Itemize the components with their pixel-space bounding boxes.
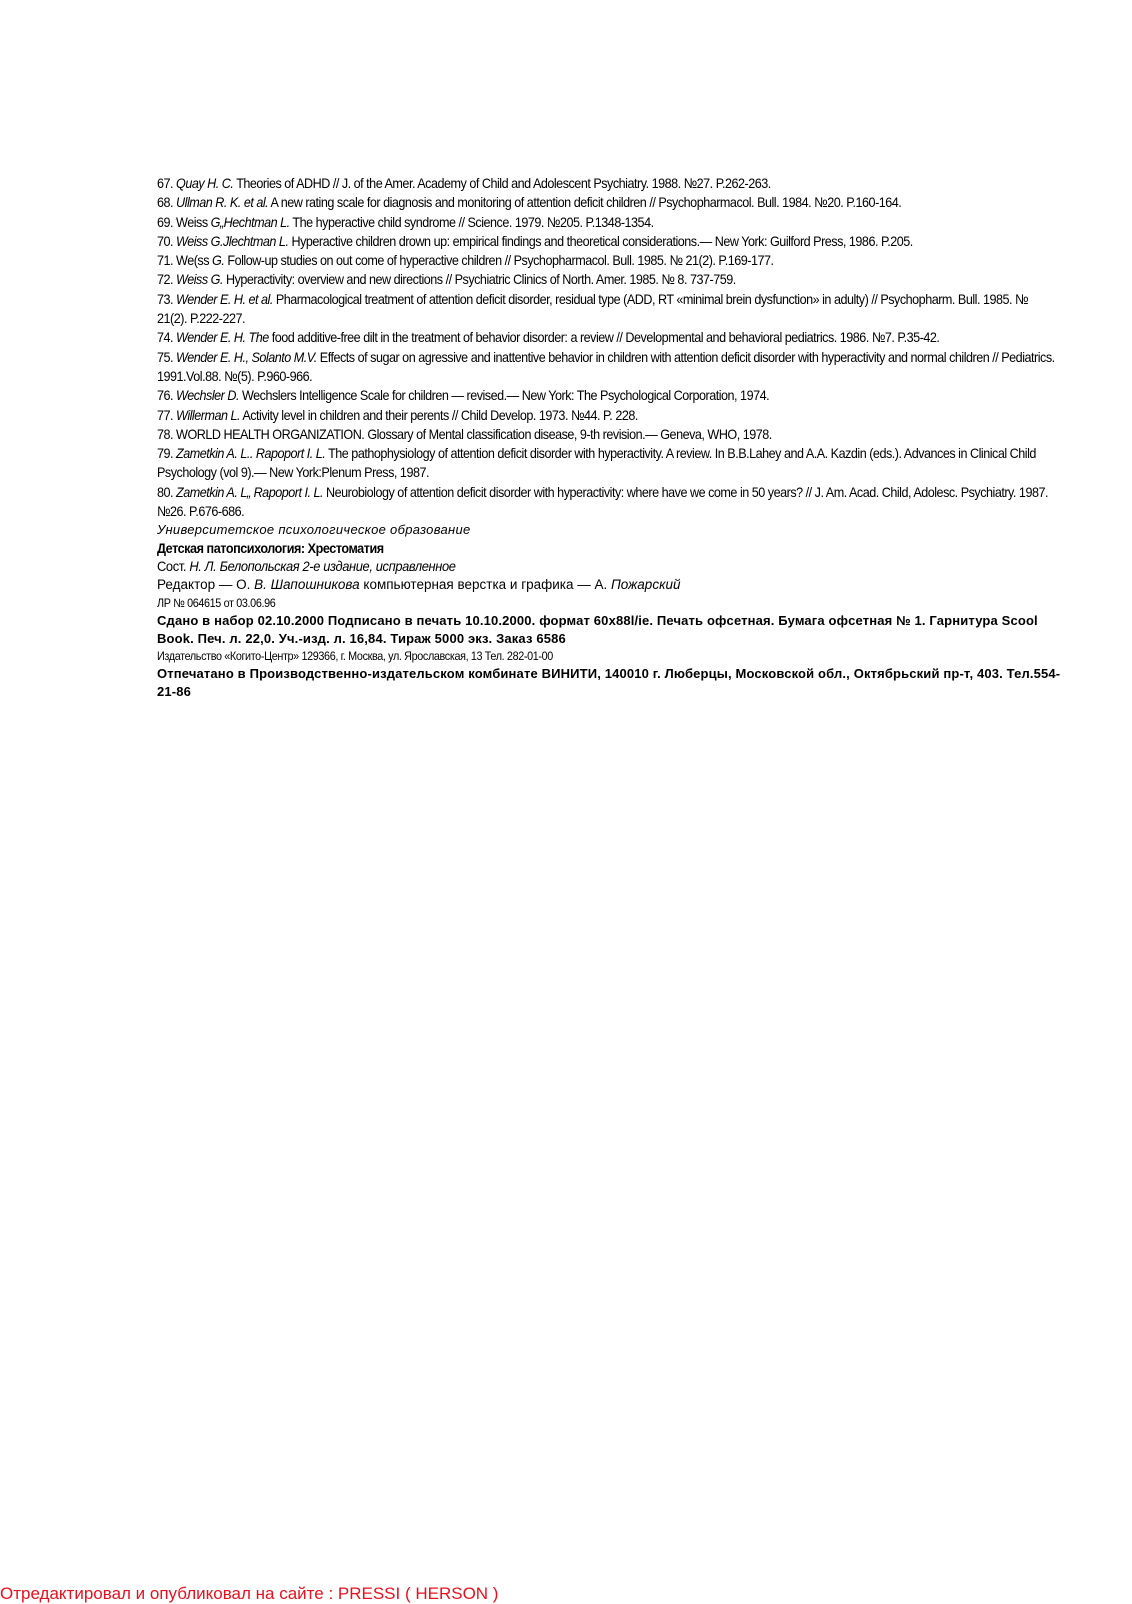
document-page [157,174,1062,700]
reference-list [157,174,1062,521]
reference-74: 74. Wender E. H. The food additive-free dilt in the treatment of behavior disorder: a review // Developmental and behavioral pediatrics. 1986. №7. P.35-42. [157,329,940,346]
publisher-line: Издательство «Когито-Центр» 129366, г. Москва, ул. Ярославская, 13 Тел. 282-01-00 [157,649,553,664]
reference-73: 73. Wender E. H. et al. Pharmacological treatment of attention deficit disorder, residual type (ADD, RT «minimal brein dysfunction» in adulty) // Psychopharm. Bull. 1985. № 21(2). P.222-227. [157,290,1029,327]
reference-70: 70. Weiss G.Jlechtman L. Hyperactive children drown up: empirical findings and theoretical considerations.— New York: Guilford Press, 1986. P.205. [157,232,913,249]
printer-line: Отпечатано в Производственно-издательском комбинате ВИНИТИ, 140010 г. Люберцы, Московской обл., Октябрьский пр-т, 403. Тел.554-21-86 [157,666,1061,699]
print-info: Сдано в набор 02.10.2000 Подписано в печать 10.10.2000. формат 60x88l/ie. Печать офсетная. Бумага офсетная № 1. Гарнитура Scool Book. Печ. л. 22,0. Уч.-изд. л. 16,84. Тираж 5000 экз. Заказ 6586 [157,613,1038,646]
reference-69: 69. Weiss G„Hechtman L. The hyperactive child syndrome // Science. 1979. №205. P.1348-1354. [157,213,654,230]
reference-71: 71. We(ss G. Follow-up studies on out come of hyperactive children // Psychopharmacol. Bull. 1985. № 21(2). P.169-177. [157,252,774,269]
reference-68: 68. Ullman R. K. et al. A new rating scale for diagnosis and monitoring of attention deficit children // Psychopharmacol. Bull. 1984. №20. P.160-164. [157,194,902,211]
reference-77: 77. Willerman L. Activity level in children and their perents // Child Develop. 1973. №44. P. 228. [157,406,638,423]
compiler-line: Сост. Н. Л. Белопольская 2-е издание, исправленное [157,558,456,575]
reference-72: 72. Weiss G. Hyperactivity: overview and new directions // Psychiatric Clinics of North. Amer. 1985. № 8. 737-759. [157,271,736,288]
reference-76: 76. Wechsler D. Wechslers Intelligence Scale for children — revised.— New York: The Psychological Corporation, 1974. [157,387,770,404]
footer-credit: Отредактировал и опубликовал на сайте : PRESSI ( HERSON ) [0,1584,499,1603]
reference-78: 78. WORLD HEALTH ORGANIZATION. Glossary of Mental classification disease, 9-th revision.— Geneva, WHO, 1978. [157,425,772,442]
imprint-block [157,521,1062,700]
book-title: Детская патопсихология: Хрестоматия [157,540,384,557]
reference-79: 79. Zametkin A. L.. Rapoport I. L. The pathophysiology of attention deficit disorder with hyperactivity. A review. In B.B.Lahey and A.A. Kazdin (eds.). Advances in Clinical Child Psychology (vol 9).— New York:Plenum Press, 1987. [157,445,1036,481]
license-number: ЛР № 064615 от 03.06.96 [157,596,276,611]
editor-line: Редактор — О. В. Шапошникова компьютерная верстка и графика — А. Пожарский [157,577,681,593]
series-title: Университетское психологическое образование [157,522,471,538]
reference-67: 67. Quay H. C. Theories of ADHD // J. of the Amer. Academy of Child and Adolescent Psychiatry. 1988. №27. P.262-263. [157,175,771,191]
reference-75: 75. Wender E. H., Solanto M.V. Effects of sugar on agressive and inattentive behavior in children with attention deficit disorder with hyperactivity and normal children // Pediatrics. 1991.Vol.88. №(5). P.960-966. [157,348,1055,384]
reference-80: 80. Zametkin A. L„ Rapoport I. L. Neurobiology of attention deficit disorder with hyperactivity: where have we come in 50 years? // J. Am. Acad. Child, Adolesc. Psychiatry. 1987. №26. P.676-686. [157,483,1048,520]
